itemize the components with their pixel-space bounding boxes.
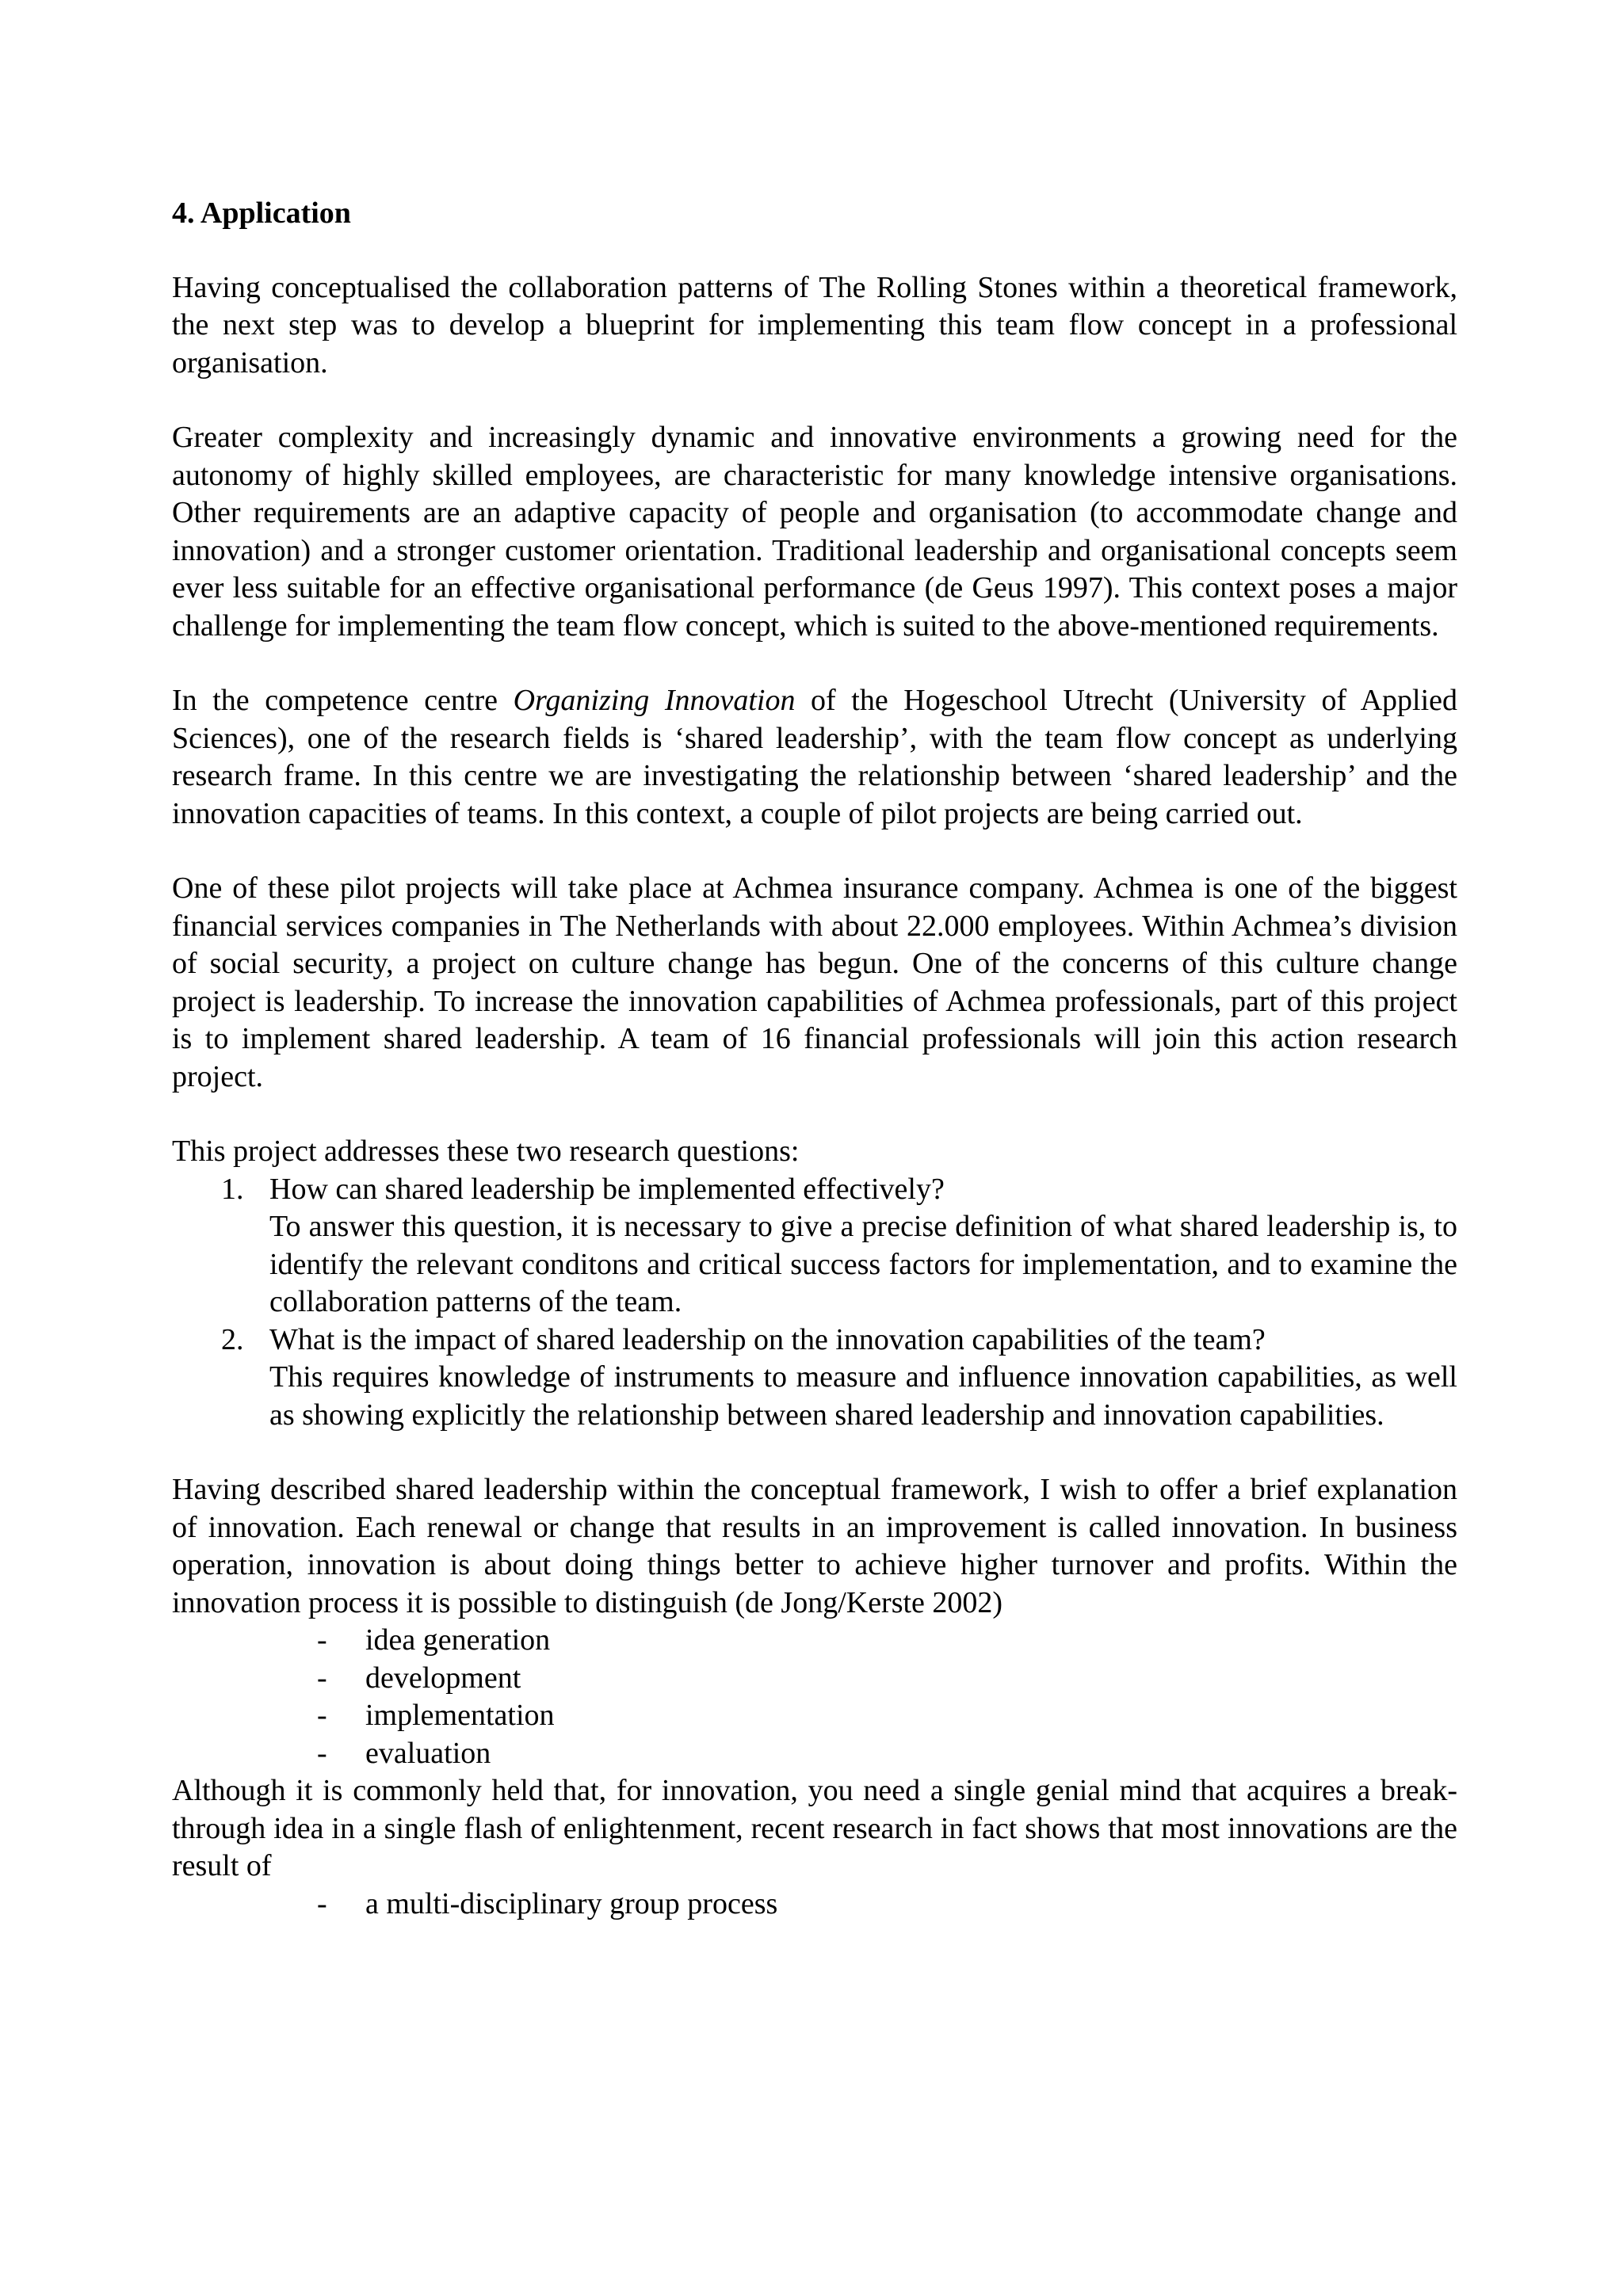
question-number: 1.: [221, 1172, 244, 1206]
list-item-text: a multi-disciplinary group process: [365, 1886, 778, 1920]
question-description: This requires knowledge of instruments to measure and influence innovation capabilities, as well as showing explicitly the relationship between shared leadership and innovation capabilities.: [269, 1360, 1457, 1432]
dash-bullet: -: [317, 1736, 327, 1770]
paragraph-innovation-research: Although it is commonly held that, for innovation, you need a single genial mind that acquires a break-through idea in a single flash of enlightenment, recent research in fact shows that most innovations are the result of: [172, 1774, 1457, 1882]
list-item: [172, 1886, 1457, 1924]
list-item: [172, 1697, 1457, 1735]
paragraph-achmea-pilot: One of these pilot projects will take place at Achmea insurance company. Achmea is one of the biggest financial services companies in The Netherlands with about 22.000 employees. Within Achmea’s division of social security, a project on culture change has begun. One of the concerns of this culture change project is leadership. To increase the innovation capabilities of Achmea professionals, part of this project is to implement shared leadership. A team of 16 financial professionals will join this action research project.: [172, 871, 1457, 1093]
document-page: [172, 195, 1457, 1923]
list-item-text: evaluation: [365, 1736, 491, 1770]
research-question-2: [172, 1322, 1457, 1435]
dash-bullet: -: [317, 1661, 327, 1695]
paragraph-innovation-explanation: Having described shared leadership within the conceptual framework, I wish to offer a brief explanation of innovation. Each renewal or change that results in an improvement is called innovation. In business operation, innovation is about doing things better to achieve higher turnover and profits. Within the innovation process it is possible to distinguish (de Jong/Kerste 2002): [172, 1473, 1457, 1619]
dash-bullet: -: [317, 1886, 327, 1920]
research-question-1: [172, 1171, 1457, 1322]
research-questions-intro: This project addresses these two research questions:: [172, 1135, 800, 1168]
innovation-stages-list: [172, 1622, 1457, 1772]
dash-bullet: -: [317, 1623, 327, 1657]
list-item: [172, 1660, 1457, 1698]
innovation-sources-list: [172, 1886, 1457, 1924]
paragraph-complexity: Greater complexity and increasingly dynamic and innovative environments a growing need for the autonomy of highly skilled employees, are characteristic for many knowledge intensive organisations. Other requirements are an adaptive capacity of people and organisation (to accommodate change and innovation) and a stronger customer orientation. Traditional leadership and organisational concepts seem ever less suitable for an effective organisational performance (de Geus 1997). This context poses a major challenge for implementing the team flow concept, which is suited to the above-mentioned requirements.: [172, 421, 1457, 643]
list-item: [172, 1735, 1457, 1773]
section-heading: 4. Application: [172, 196, 351, 230]
competence-centre-name: Organizing Innovation: [513, 684, 796, 717]
competence-centre-text-before: In the competence centre: [172, 684, 514, 717]
research-questions-list: [172, 1171, 1457, 1435]
list-item: [172, 1622, 1457, 1660]
question-title: What is the impact of shared leadership on the innovation capabilities of the team?: [269, 1322, 1266, 1356]
paragraph-competence-centre: [172, 682, 1457, 833]
list-item-text: development: [365, 1661, 521, 1695]
question-number: 2.: [221, 1322, 244, 1356]
list-item-text: implementation: [365, 1699, 555, 1732]
competence-centre-text-after: of the Hogeschool Utrecht (University of Applied Sciences), one of the research fields is ‘shared leadership’, with the team flow concept as underlying research frame. In this centre we are investigating the relationship between ‘shared leadership’ and the innovation capacities of teams. In this context, a couple of pilot projects are being carried out.: [172, 684, 1458, 830]
list-item-text: idea generation: [365, 1623, 551, 1657]
question-description: To answer this question, it is necessary to give a precise definition of what shared leadership is, to identify the relevant conditons and critical success factors for implementation, and to examine the collaboration patterns of the team.: [269, 1210, 1457, 1318]
paragraph-blueprint: Having conceptualised the collaboration patterns of The Rolling Stones within a theoretical framework, the next step was to develop a blueprint for implementing this team flow concept in a professional organisation.: [172, 270, 1457, 379]
question-title: How can shared leadership be implemented effectively?: [269, 1172, 945, 1206]
dash-bullet: -: [317, 1699, 327, 1732]
